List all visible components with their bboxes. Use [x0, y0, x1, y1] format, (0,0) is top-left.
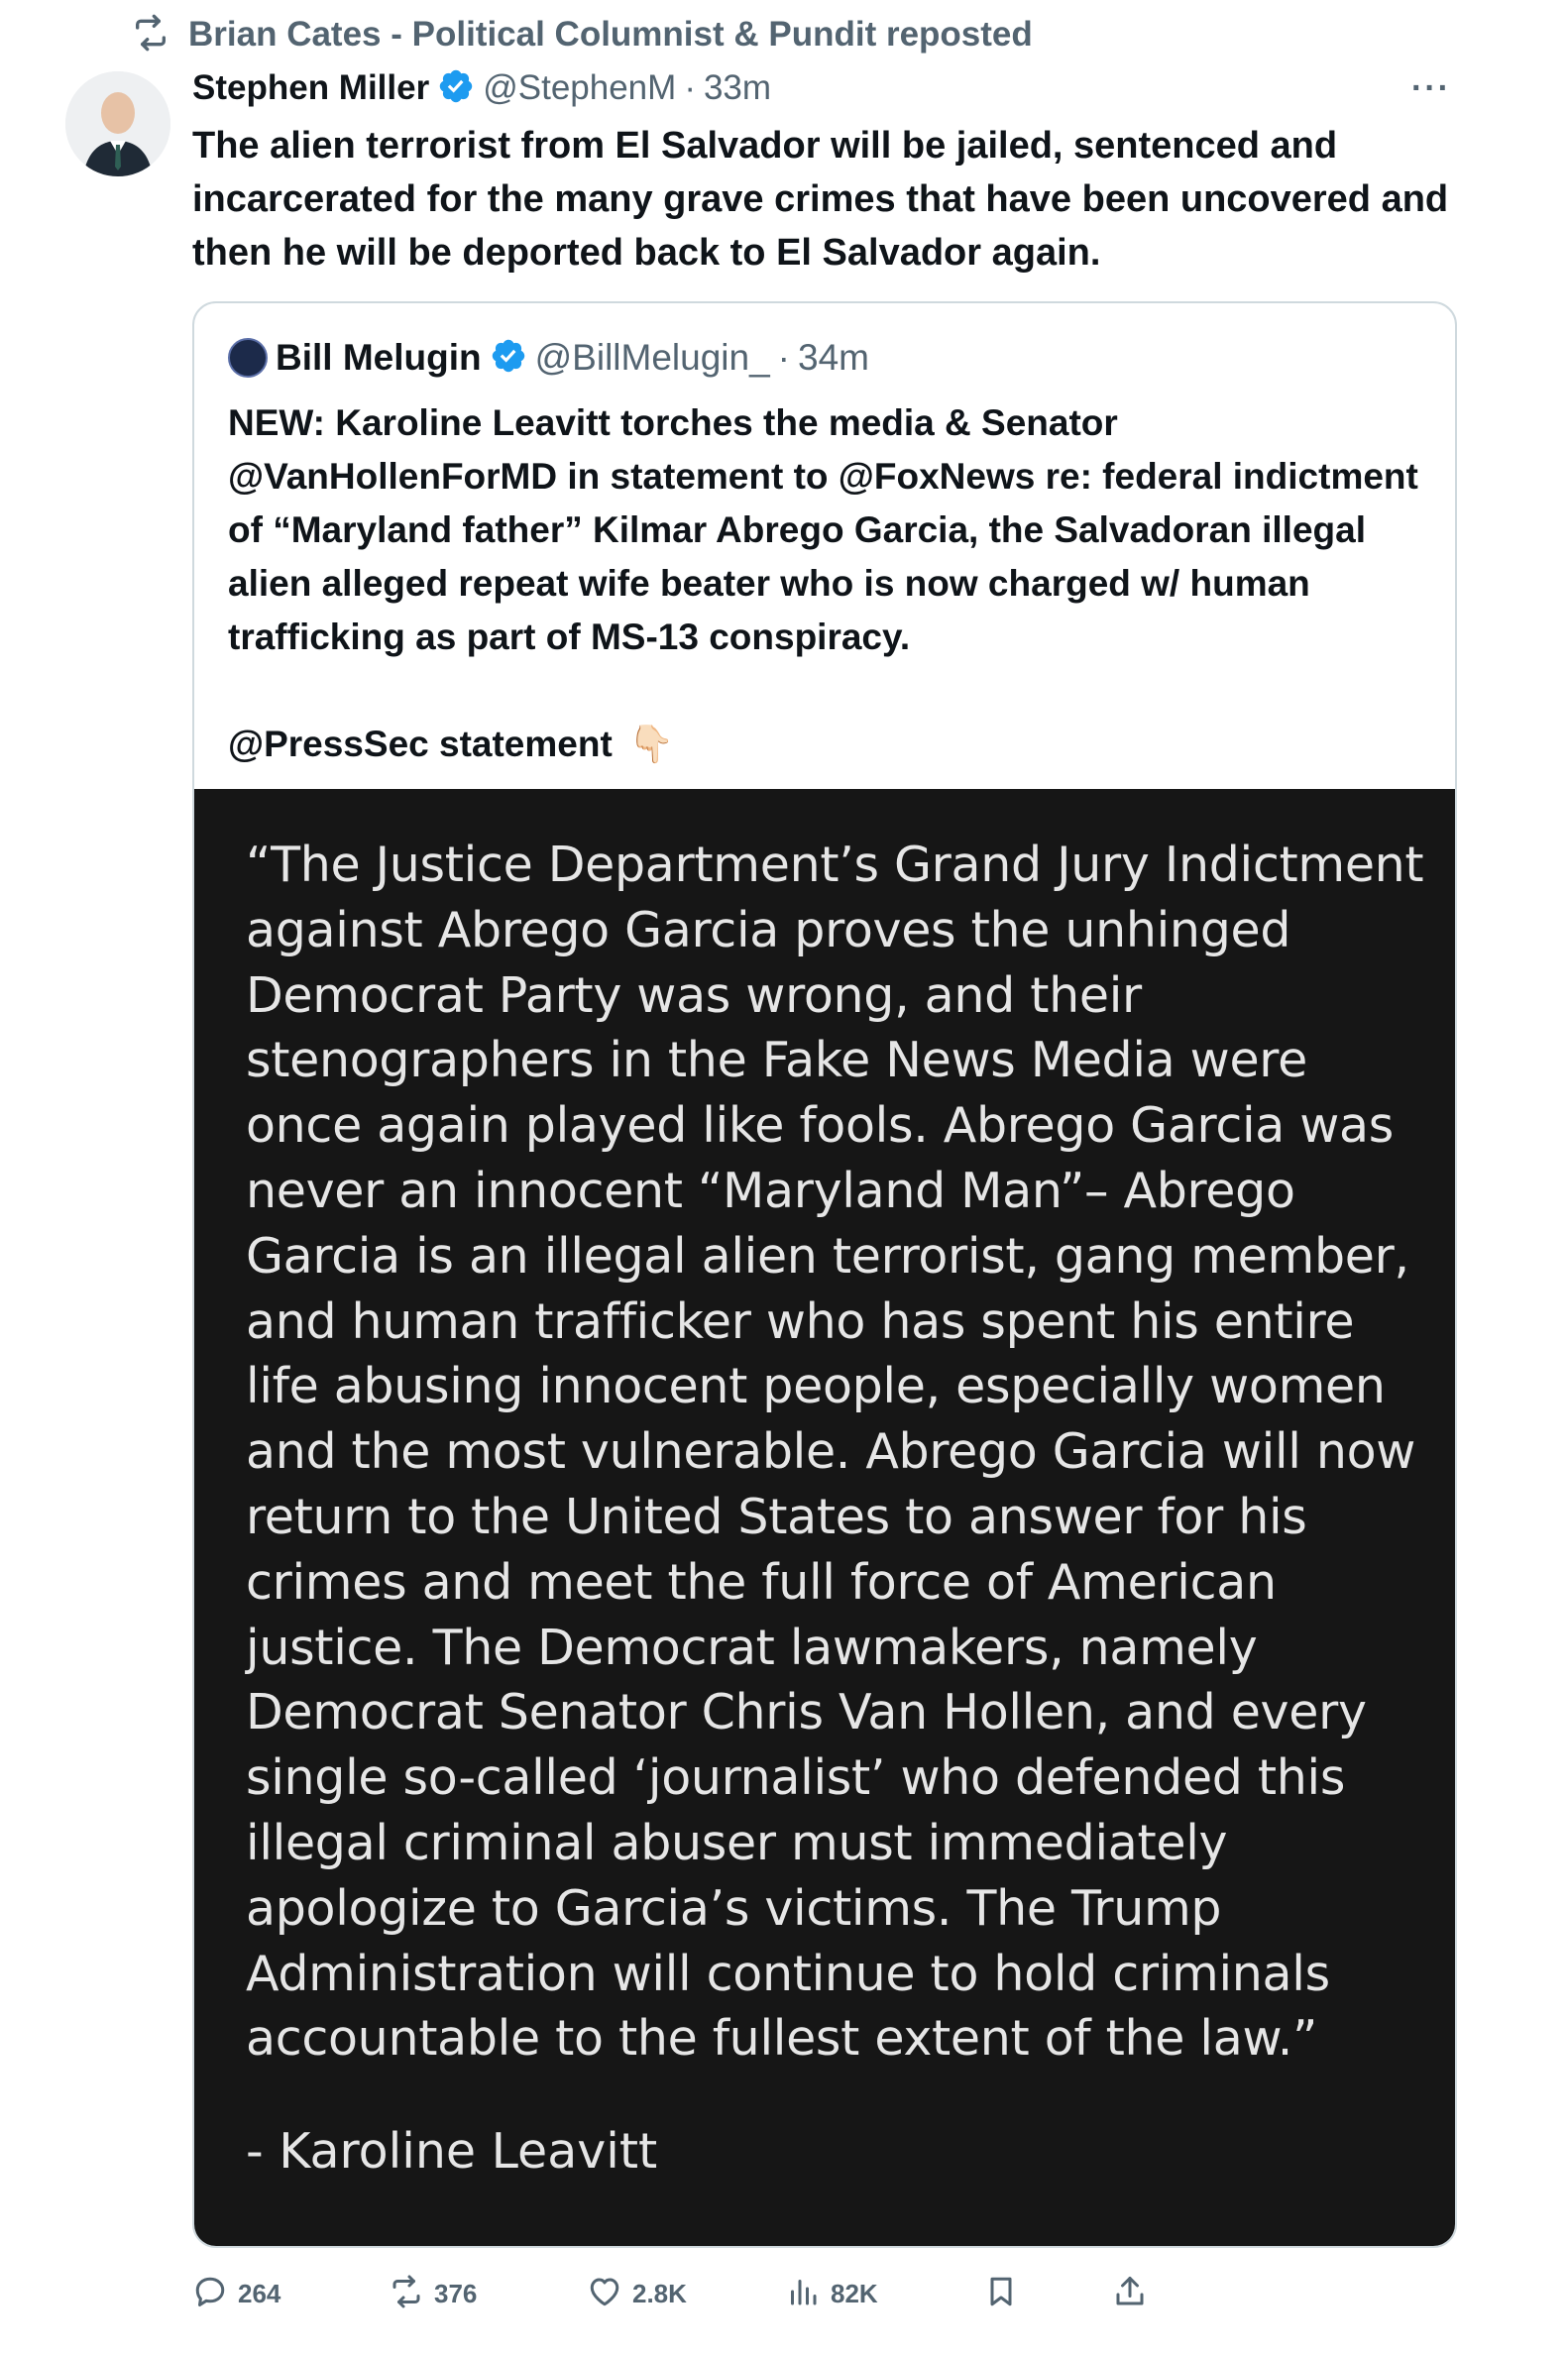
quoted-text-line2: [228, 718, 1427, 771]
repost-text[interactable]: Brian Cates - Political Columnist & Pundit reposted: [188, 15, 1033, 54]
views-button[interactable]: [785, 2264, 878, 2323]
quoted-avatar: [228, 338, 268, 378]
quoted-author-row: [228, 333, 869, 383]
repost-icon: [131, 13, 170, 57]
tweet-timestamp[interactable]: 33m: [703, 68, 772, 107]
tweet-action-bar: [192, 2264, 1183, 2323]
quoted-tweet-text: [228, 396, 1427, 771]
tweet-text: The alien terrorist from El Salvador will be jailed, sentenced and incarcerated for the many grave crimes that have been uncovered and then he will be deported back to El Salvador again.: [192, 125, 1449, 274]
author-name[interactable]: Stephen Miller: [192, 68, 430, 107]
pointing-down-icon: 👇🏻: [628, 724, 675, 764]
heart-icon: [587, 2274, 622, 2314]
reply-count: 264: [238, 2278, 281, 2308]
repost-button[interactable]: [389, 2264, 477, 2323]
statement-image[interactable]: [194, 789, 1457, 2248]
quoted-text-body: NEW: Karoline Leavitt torches the media & Senator @VanHollenForMD in statement to @FoxNews re: federal indictment of “Maryland father” Kilmar Abrego Garcia, the Salvadoran illegal alien alleged repeat wife beater who is now charged w/ human trafficking as part of MS-13 conspiracy.: [228, 402, 1418, 657]
quoted-tweet-card[interactable]: [192, 301, 1457, 2248]
verified-badge-icon: [490, 337, 527, 380]
repost-count: 376: [434, 2278, 478, 2308]
views-icon: [785, 2274, 821, 2314]
meta-separator: ·: [684, 68, 696, 107]
share-icon: [1112, 2274, 1148, 2314]
repost-indicator: [131, 10, 1033, 59]
verified-badge-icon: [437, 67, 475, 110]
quoted-author-name: Bill Melugin: [276, 337, 482, 378]
more-options-icon[interactable]: ···: [1411, 69, 1451, 107]
meta-separator: ·: [777, 337, 790, 378]
share-button[interactable]: [1112, 2264, 1148, 2323]
statement-signature: - Karoline Leavitt: [246, 2123, 658, 2180]
statement-text: “The Justice Department’s Grand Jury Indictment against Abrego Garcia proves the unhinged Democrat Party was wrong, and their stenographers in the Fake News Media were once again played like fools. Abrego Garcia was never an innocent “Maryland Man”– Abrego Garcia is an illegal alien terrorist, gang member, and human trafficker who has spent his entire life abusing innocent people, especially women and the most vulnerable. Abrego Garcia will now return to the United States to answer for his crimes and meet the full force of American justice. The Democrat lawmakers, namely Democrat Senator Chris Van Hollen, and every single so-called ‘journalist’ who defended this illegal criminal abuser must immediately apologize to Garcia’s victims. The Trump Administration will continue to hold criminals accountable to the fullest extent of the law.”: [246, 837, 1424, 2068]
reply-button[interactable]: [192, 2264, 280, 2323]
avatar[interactable]: [65, 71, 170, 176]
tweet-author-row: [192, 63, 771, 113]
repost-icon: [389, 2274, 424, 2314]
quoted-timestamp: 34m: [798, 337, 869, 378]
bookmark-button[interactable]: [983, 2264, 1019, 2323]
like-count: 2.8K: [632, 2278, 687, 2308]
quoted-text-statement-label: @PressSec statement: [228, 724, 613, 764]
reply-icon: [192, 2274, 228, 2314]
author-handle[interactable]: @StephenM: [483, 68, 677, 107]
views-count: 82K: [831, 2278, 878, 2308]
quoted-author-handle: @BillMelugin_: [534, 337, 770, 378]
like-button[interactable]: [587, 2264, 687, 2323]
bookmark-icon: [983, 2274, 1019, 2314]
